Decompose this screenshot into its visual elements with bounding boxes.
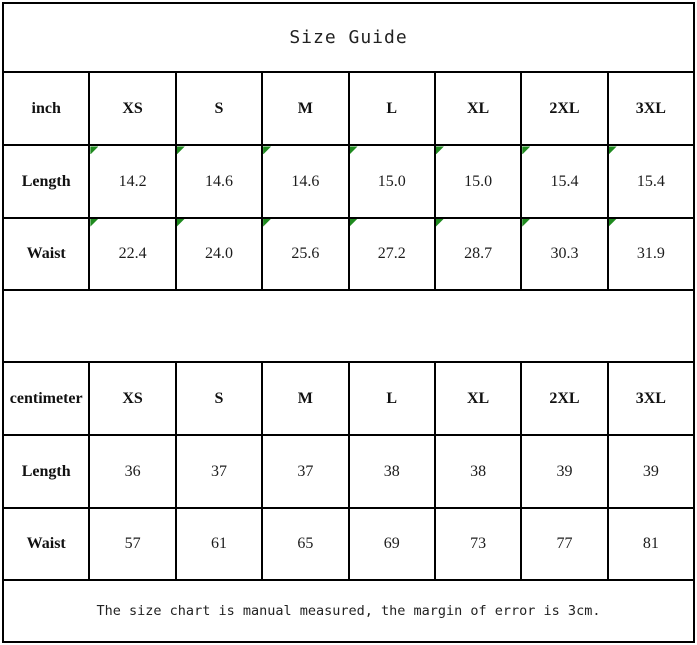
inch-length-xs-cell [89,145,175,217]
inch-size-header-xl: XL [435,72,521,145]
inch-size-header-s: S [176,72,262,145]
inch-length-m-value: 14.6 [291,172,320,190]
spacer-row [3,290,694,362]
inch-size-header-m: M [262,72,348,145]
cm-length-s-cell: 37 [176,435,262,507]
cell-flag-triangle-icon [90,219,98,227]
inch-length-2xl-value: 15.4 [550,172,579,190]
spacer-cell [3,290,694,362]
cm-waist-m-cell: 65 [262,508,348,580]
inch-length-3xl-value: 15.4 [636,172,665,190]
inch-waist-2xl-cell [521,218,607,290]
cell-flag-triangle-icon [609,146,617,154]
inch-length-l-cell [349,145,435,217]
inch-waist-row [3,218,694,290]
cm-size-header-xs: XS [89,362,175,435]
inch-waist-m-cell [262,218,348,290]
inch-length-2xl-cell [521,145,607,217]
cm-length-m-cell: 37 [262,435,348,507]
inch-unit-label: inch [3,72,89,145]
inch-waist-3xl-value: 31.9 [636,244,665,262]
page-title: Size Guide [3,3,694,72]
cm-waist-2xl-cell: 77 [521,508,607,580]
inch-waist-xl-value: 28.7 [464,244,493,262]
inch-waist-l-value: 27.2 [377,244,406,262]
inch-waist-s-cell [176,218,262,290]
cm-size-header-3xl: 3XL [608,362,694,435]
inch-length-xs-value: 14.2 [118,172,147,190]
cell-flag-triangle-icon [350,219,358,227]
cm-unit-label: centimeter [3,362,89,435]
cm-size-header-s: S [176,362,262,435]
inch-size-header-2xl: 2XL [521,72,607,145]
inch-waist-xs-value: 22.4 [118,244,147,262]
cm-header-row [3,362,694,435]
cm-length-xs-cell: 36 [89,435,175,507]
cm-waist-l-cell: 69 [349,508,435,580]
cell-flag-triangle-icon [522,219,530,227]
inch-length-xl-cell [435,145,521,217]
cm-waist-3xl-cell: 81 [608,508,694,580]
inch-length-row [3,145,694,217]
inch-waist-xs-cell [89,218,175,290]
cell-flag-triangle-icon [350,146,358,154]
cm-size-header-m: M [262,362,348,435]
cell-flag-triangle-icon [522,146,530,154]
inch-size-header-xs: XS [89,72,175,145]
cell-flag-triangle-icon [177,219,185,227]
inch-length-xl-value: 15.0 [464,172,493,190]
cm-length-row [3,435,694,507]
footer-row [3,580,694,642]
cell-flag-triangle-icon [90,146,98,154]
cell-flag-triangle-icon [263,219,271,227]
cm-waist-row [3,508,694,580]
cm-waist-xs-cell: 57 [89,508,175,580]
inch-waist-s-value: 24.0 [204,244,233,262]
cell-flag-triangle-icon [436,219,444,227]
inch-waist-3xl-cell [608,218,694,290]
cell-flag-triangle-icon [177,146,185,154]
cm-size-header-l: L [349,362,435,435]
inch-waist-m-value: 25.6 [291,244,320,262]
inch-length-m-cell [262,145,348,217]
cm-size-header-xl: XL [435,362,521,435]
cm-length-2xl-cell: 39 [521,435,607,507]
inch-waist-2xl-value: 30.3 [550,244,579,262]
inch-length-s-value: 14.6 [204,172,233,190]
inch-waist-xl-cell [435,218,521,290]
inch-size-header-l: L [349,72,435,145]
inch-header-row [3,72,694,145]
cm-waist-s-cell: 61 [176,508,262,580]
cm-length-label: Length [3,435,89,507]
cell-flag-triangle-icon [436,146,444,154]
cm-length-3xl-cell: 39 [608,435,694,507]
inch-waist-l-cell [349,218,435,290]
footer-note: The size chart is manual measured, the margin of error is 3cm. [3,580,694,642]
title-row [3,3,694,72]
cm-waist-label: Waist [3,508,89,580]
cm-size-header-2xl: 2XL [521,362,607,435]
inch-length-label: Length [3,145,89,217]
cm-length-l-cell: 38 [349,435,435,507]
size-guide-table [2,2,695,643]
cell-flag-triangle-icon [263,146,271,154]
inch-length-l-value: 15.0 [377,172,406,190]
inch-size-header-3xl: 3XL [608,72,694,145]
inch-waist-label: Waist [3,218,89,290]
inch-length-3xl-cell [608,145,694,217]
cm-waist-xl-cell: 73 [435,508,521,580]
cm-length-xl-cell: 38 [435,435,521,507]
inch-length-s-cell [176,145,262,217]
cell-flag-triangle-icon [609,219,617,227]
